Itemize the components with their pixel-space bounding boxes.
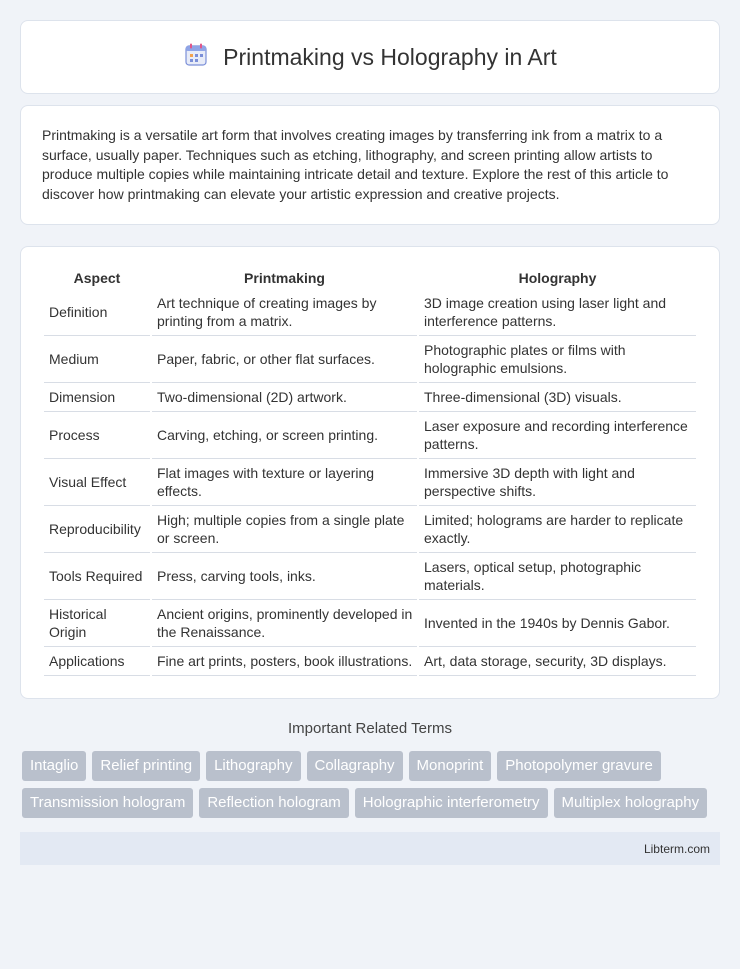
holography-cell: Art, data storage, security, 3D displays.	[419, 647, 696, 676]
table-row	[44, 383, 696, 412]
aspect-cell: Visual Effect	[44, 459, 150, 506]
table-row	[44, 600, 696, 647]
related-term-tag[interactable]: Monoprint	[409, 751, 492, 781]
printmaking-cell: Flat images with texture or layering effects.	[152, 459, 417, 506]
table-header-row	[44, 265, 696, 289]
related-terms-list	[22, 751, 718, 818]
aspect-cell: Applications	[44, 647, 150, 676]
printmaking-cell: Paper, fabric, or other flat surfaces.	[152, 336, 417, 383]
printmaking-cell: Fine art prints, posters, book illustrations.	[152, 647, 417, 676]
related-term-tag[interactable]: Multiplex holography	[554, 788, 708, 818]
table-row	[44, 506, 696, 553]
page-title: Printmaking vs Holography in Art	[223, 43, 557, 70]
aspect-cell: Historical Origin	[44, 600, 150, 647]
related-term-tag[interactable]: Reflection hologram	[199, 788, 348, 818]
printmaking-cell: Press, carving tools, inks.	[152, 553, 417, 600]
related-term-tag[interactable]: Transmission hologram	[22, 788, 193, 818]
aspect-cell: Process	[44, 412, 150, 459]
table-row	[44, 647, 696, 676]
document-icon	[183, 42, 209, 73]
related-term-tag[interactable]: Collagraphy	[307, 751, 403, 781]
table-row	[44, 336, 696, 383]
table-row	[44, 412, 696, 459]
printmaking-cell: Carving, etching, or screen printing.	[152, 412, 417, 459]
printmaking-cell: Two-dimensional (2D) artwork.	[152, 383, 417, 412]
holography-cell: Invented in the 1940s by Dennis Gabor.	[419, 600, 696, 647]
table-row	[44, 459, 696, 506]
column-header-printmaking: Printmaking	[244, 270, 325, 286]
holography-cell: Photographic plates or films with holographic emulsions.	[419, 336, 696, 383]
printmaking-cell: High; multiple copies from a single plate or screen.	[152, 506, 417, 553]
table-row	[44, 289, 696, 336]
holography-cell: Immersive 3D depth with light and perspective shifts.	[419, 459, 696, 506]
footer	[20, 832, 720, 865]
aspect-cell: Definition	[44, 289, 150, 336]
related-term-tag[interactable]: Holographic interferometry	[355, 788, 548, 818]
related-terms-title: Important Related Terms	[288, 720, 452, 737]
holography-cell: Lasers, optical setup, photographic materials.	[419, 553, 696, 600]
comparison-table-card	[20, 246, 720, 699]
holography-cell: 3D image creation using laser light and interference patterns.	[419, 289, 696, 336]
aspect-cell: Dimension	[44, 383, 150, 412]
aspect-cell: Reproducibility	[44, 506, 150, 553]
table-row	[44, 553, 696, 600]
holography-cell: Three-dimensional (3D) visuals.	[419, 383, 696, 412]
aspect-cell: Tools Required	[44, 553, 150, 600]
comparison-table	[42, 265, 698, 676]
holography-cell: Limited; holograms are harder to replicate exactly.	[419, 506, 696, 553]
intro-paragraph: Printmaking is a versatile art form that involves creating images by transferring ink from a matrix to a surface, usually paper. Techniques such as etching, lithography, and screen printing allow artists to produce multiple copies while maintaining intricate detail and texture. Explore the rest of this article to discover how printmaking can elevate your artistic expression and creative projects.	[20, 105, 720, 225]
column-header-aspect: Aspect	[73, 270, 121, 286]
related-term-tag[interactable]: Lithography	[206, 751, 300, 781]
column-header-holography: Holography	[518, 270, 597, 286]
holography-cell: Laser exposure and recording interference patterns.	[419, 412, 696, 459]
footer-brand[interactable]: Libterm.com	[643, 841, 710, 856]
printmaking-cell: Art technique of creating images by printing from a matrix.	[152, 289, 417, 336]
printmaking-cell: Ancient origins, prominently developed in the Renaissance.	[152, 600, 417, 647]
page-header	[20, 20, 720, 94]
related-term-tag[interactable]: Intaglio	[22, 751, 86, 781]
aspect-cell: Medium	[44, 336, 150, 383]
related-term-tag[interactable]: Photopolymer gravure	[497, 751, 661, 781]
related-term-tag[interactable]: Relief printing	[92, 751, 200, 781]
